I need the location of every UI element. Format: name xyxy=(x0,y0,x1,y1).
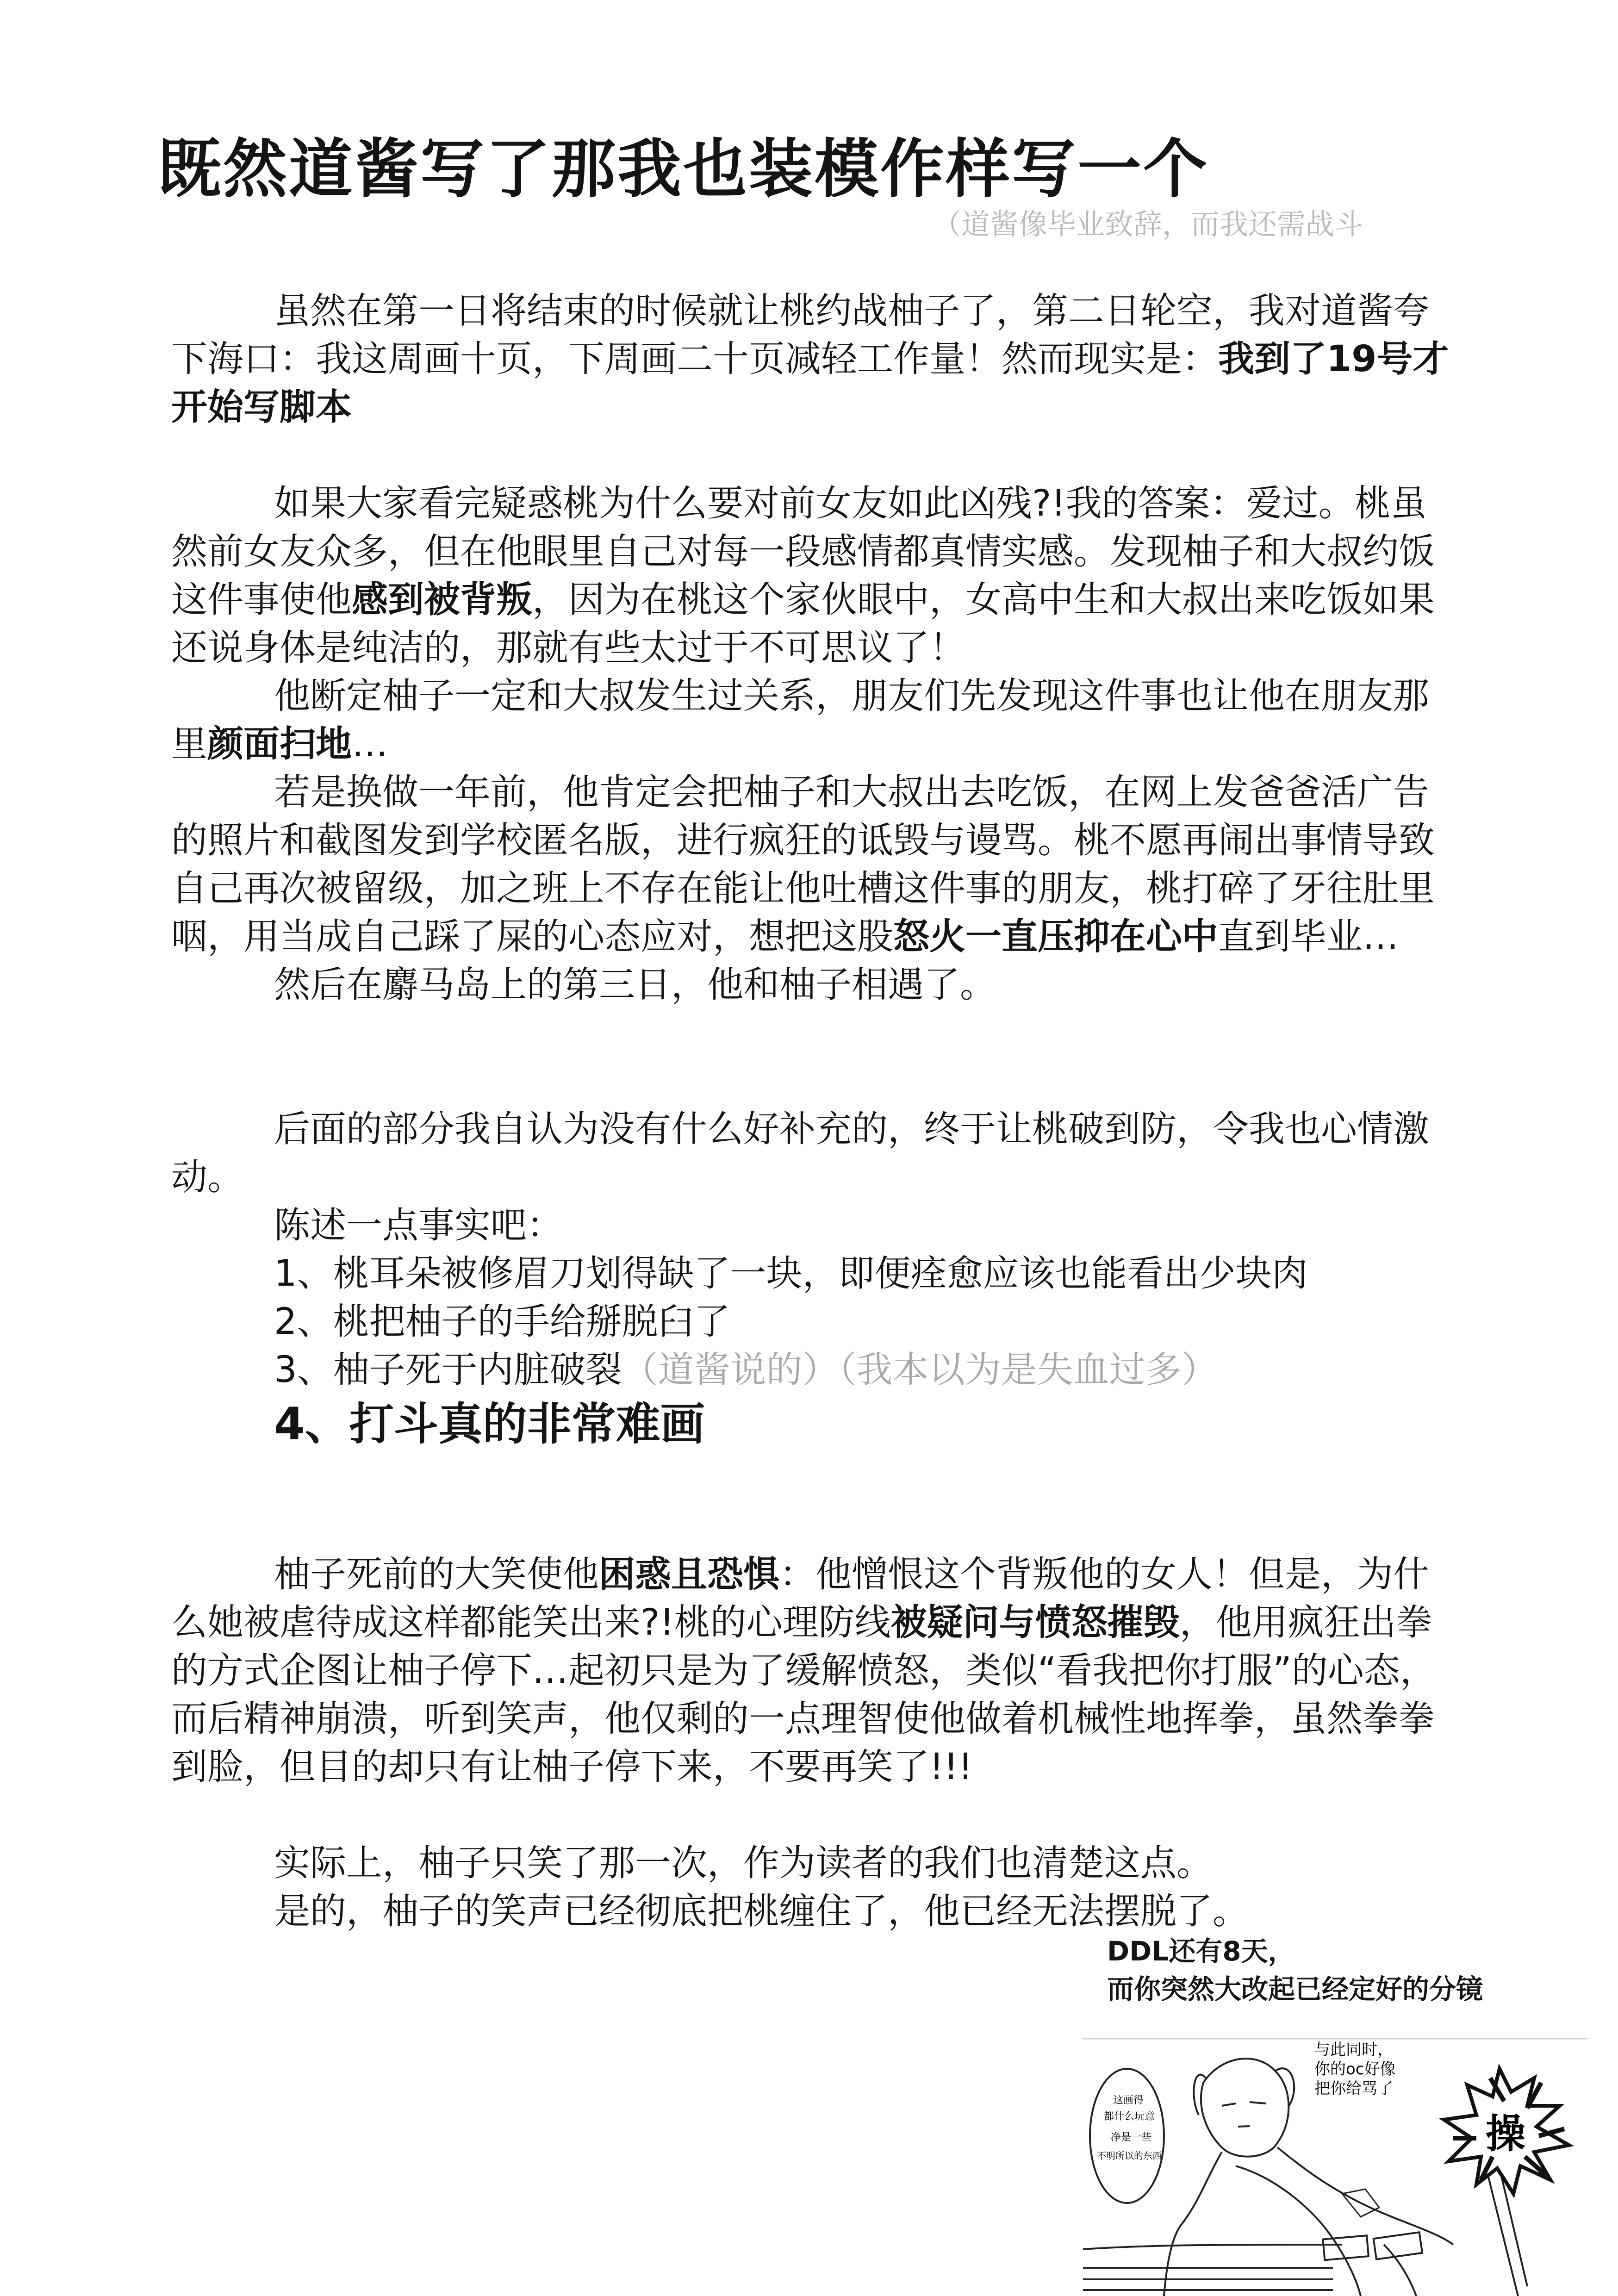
paragraph-4 xyxy=(171,768,1462,961)
text: 虽然在第一日将结束的时候就让桃约战柚子了，第二日轮空，我对道酱夸下海口：我这周画十页，下周画二十页减轻工作量！然而现实是： xyxy=(171,290,1430,380)
text: ，因为在桃这个家伙眼中，女高中生和大叔出来吃饭如果还说身体是纯洁的，那就有些太过于不可思议了！ xyxy=(171,579,1435,669)
text: 直到毕业… xyxy=(1218,916,1399,958)
narration-line-1: 与此同时， xyxy=(1314,2041,1393,2059)
narration-box xyxy=(1314,2041,1396,2098)
bold-text: 感到被背叛 xyxy=(352,579,533,621)
text: 若是换做一年前，他肯定会把柚子和大叔出去吃饭，在网上发爸爸活广告的照片和截图发到学校匿名版，进行疯狂的诋毁与谩骂。桃不愿再闹出事情导致自己再次被留级，加之班上不存在能让他吐槽这件事的朋友，桃打碎了牙往肚里咽，用当成自己踩了屎的心态应对，想把这股 xyxy=(171,772,1435,958)
sfx-burst xyxy=(1444,2069,1569,2194)
caption-line-1: DDL还有8天， xyxy=(1107,1935,1295,1967)
bold-text: 我到了19号才开始写脚本 xyxy=(171,338,1449,428)
bubble-line-3: 净是一些 xyxy=(1111,2132,1152,2143)
bubble-line-1: 这画得 xyxy=(1113,2095,1144,2106)
paragraph-9: 是的，柚子的笑声已经彻底把桃缠住了，他已经无法摆脱了。 xyxy=(274,1891,1249,1932)
paragraph-7 xyxy=(171,1550,1462,1791)
facts-intro: 陈述一点事实吧： xyxy=(274,1205,563,1246)
article-body xyxy=(171,287,1462,1935)
fact-4: 4、打斗真的非常难画 xyxy=(274,1398,705,1450)
bubble-line-4: 不明所以的东西 xyxy=(1097,2150,1162,2161)
text: 他断定柚子一定和大叔发生过关系，朋友们先发现这件事也让他在朋友那里 xyxy=(171,675,1430,765)
text: ，他用疯狂出拳的方式企图让柚子停下…起初只是为了缓解愤怒，类似“看我把你打服”的心态，而后精神崩溃，听到笑声，他仅剩的一点理智使他做着机械性地挥拳，虽然拳拳到脸，但目的却只有让柚子停下来，不要再笑了!!! xyxy=(171,1602,1436,1788)
page-title: 既然道酱写了那我也装模作样写一个 xyxy=(157,132,1209,206)
bubble-line-2: 都什么玩意 xyxy=(1104,2111,1155,2122)
text: 柚子死前的大笑使他 xyxy=(274,1554,599,1595)
paragraph-8: 实际上，柚子只笑了那一次，作为读者的我们也清楚这点。 xyxy=(274,1842,1213,1884)
comic-illustration xyxy=(1083,2027,1587,2296)
paragraph-3 xyxy=(171,672,1462,768)
gray-note: （道酱说的）（我本以为是失血过多） xyxy=(622,1349,1218,1391)
bold-text: 颜面扫地 xyxy=(207,723,352,765)
fact-1: 1、桃耳朵被修眉刀划得缺了一块，即便痊愈应该也能看出少块肉 xyxy=(274,1253,1308,1294)
comic-caption xyxy=(1107,1932,1483,2008)
fact-2: 2、桃把柚子的手给掰脱臼了 xyxy=(274,1301,730,1343)
paragraph-6: 后面的部分我自认为没有什么好补充的，终于让桃破到防，令我也心情激动。 xyxy=(171,1108,1430,1198)
paragraph-2 xyxy=(171,479,1462,672)
caption-line-2: 而你突然大改起已经定好的分镜 xyxy=(1107,1973,1483,2005)
paragraph-5: 然后在麝马岛上的第三日，他和柚子相遇了。 xyxy=(274,964,996,1006)
bold-text: 困惑且恐惧 xyxy=(599,1554,780,1595)
fact-3 xyxy=(171,1346,1462,1394)
subtitle-note: （道酱像毕业致辞，而我还需战斗 xyxy=(933,207,1363,241)
text: 3、柚子死于内脏破裂 xyxy=(274,1349,622,1391)
bold-text: 被疑问与愤怒摧毁 xyxy=(890,1602,1180,1643)
bold-text: 怒火一直压抑在心中 xyxy=(893,916,1219,958)
sfx-text: 操 xyxy=(1486,2111,1525,2157)
text: ：他憎恨这个背叛他的女人！但是，为什么她被虐待成这样都能笑出来?!桃的心理防线 xyxy=(171,1554,1430,1643)
paragraph-1 xyxy=(171,287,1462,431)
text: … xyxy=(352,723,388,765)
speech-bubble xyxy=(1090,2069,1164,2203)
text: 如果大家看完疑惑桃为什么要对前女友如此凶残?!我的答案：爱过。桃虽然前女友众多，但在他眼里自己对每一段感情都真情实感。发现柚子和大叔约饭这件事使他 xyxy=(171,483,1435,621)
narration-line-3: 把你给骂了 xyxy=(1314,2079,1393,2098)
narration-line-2: 你的oc好像 xyxy=(1314,2060,1396,2078)
